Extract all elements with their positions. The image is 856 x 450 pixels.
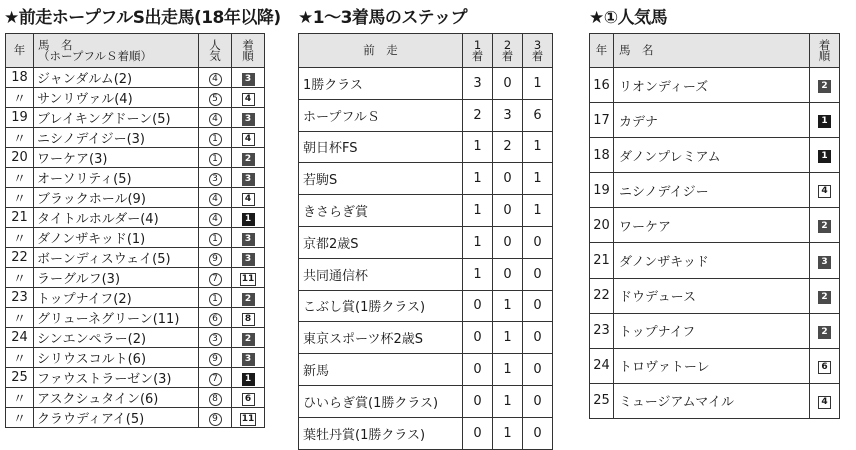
header-first: 1 着 [463,34,493,68]
cell-second-count: 1 [493,322,523,354]
cell-year: 19 [590,173,614,208]
cell-third-count: 0 [523,417,553,449]
popularity-circle: 1 [209,153,222,166]
cell-year: 23 [590,313,614,348]
cell-year: 20 [590,208,614,243]
header-finish: 着 順 [810,34,840,68]
cell-year: 〃 [6,388,34,408]
table-row [6,288,265,308]
cell-horse-name: ジャンダルム(2) [34,68,199,88]
cell-first-count: 1 [463,226,493,258]
finish-box: 1 [242,373,255,386]
finish-box: 3 [818,256,831,269]
cell-finish [232,408,265,428]
cell-year: 25 [590,383,614,418]
cell-second-count: 0 [493,163,523,195]
header-second: 2 着 [493,34,523,68]
header-year: 年 [590,34,614,68]
section2-title: ★1～3着馬のステップ [298,8,468,28]
popularity-circle: 1 [209,133,222,146]
cell-finish [810,173,840,208]
cell-finish [810,348,840,383]
cell-first-count: 2 [463,99,493,131]
popularity-circle: 3 [209,173,222,186]
cell-finish [810,208,840,243]
finish-box: 2 [818,220,831,233]
cell-finish [232,328,265,348]
cell-horse-name: トップナイフ [614,313,810,348]
cell-horse-name: ドウデュース [614,278,810,313]
cell-third-count: 6 [523,99,553,131]
cell-third-count: 0 [523,226,553,258]
cell-prev-race: こぶし賞(1勝クラス) [299,290,463,322]
cell-first-count: 1 [463,163,493,195]
cell-first-count: 0 [463,354,493,386]
cell-second-count: 1 [493,385,523,417]
cell-horse-name: ファウストラーゼン(3) [34,368,199,388]
cell-horse-name: アスクシュタイン(6) [34,388,199,408]
cell-third-count: 0 [523,385,553,417]
cell-first-count: 1 [463,258,493,290]
popularity-circle: 4 [209,73,222,86]
table-row [6,128,265,148]
table-row [6,208,265,228]
table-row [299,163,553,195]
finish-box: 6 [242,393,255,406]
cell-year: 19 [6,108,34,128]
cell-first-count: 0 [463,322,493,354]
cell-prev-race: 共同通信杯 [299,258,463,290]
cell-year: 24 [6,328,34,348]
cell-first-count: 0 [463,385,493,417]
cell-popularity [199,228,232,248]
cell-year: 〃 [6,188,34,208]
finish-box: 3 [242,73,255,86]
table-row [6,248,265,268]
cell-prev-race: 東京スポーツ杯2歳S [299,322,463,354]
header-popularity: 人 気 [199,34,232,68]
cell-year: 〃 [6,308,34,328]
finish-box: 2 [242,153,255,166]
cell-year: 〃 [6,228,34,248]
finish-box: 2 [818,291,831,304]
cell-finish [232,308,265,328]
cell-prev-race: 葉牡丹賞(1勝クラス) [299,417,463,449]
cell-third-count: 0 [523,322,553,354]
header-year: 年 [6,34,34,68]
section1-title: ★前走ホープフルS出走馬(18年以降) [4,8,281,28]
cell-horse-name: オーソリティ(5) [34,168,199,188]
cell-year: 〃 [6,408,34,428]
step-table [298,33,553,450]
cell-popularity [199,268,232,288]
popularity-circle: 4 [209,193,222,206]
cell-popularity [199,188,232,208]
cell-third-count: 0 [523,258,553,290]
finish-box: 11 [241,413,255,424]
cell-year: 18 [590,138,614,173]
favorite-table [589,33,840,419]
finish-box: 11 [241,273,255,284]
cell-finish [810,383,840,418]
cell-horse-name: ブラックホール(9) [34,188,199,208]
cell-year: 16 [590,68,614,103]
cell-second-count: 1 [493,417,523,449]
table-row [590,208,840,243]
finish-box: 8 [242,313,255,326]
table-row [299,195,553,227]
cell-finish [810,313,840,348]
popularity-circle: 7 [209,273,222,286]
finish-box: 2 [818,80,831,93]
cell-second-count: 0 [493,258,523,290]
finish-box: 6 [818,361,831,374]
cell-horse-name: ブレイキングドーン(5) [34,108,199,128]
cell-horse-name: ダノンザキッド [614,243,810,278]
cell-second-count: 0 [493,195,523,227]
table-row [299,290,553,322]
table-row [6,408,265,428]
cell-prev-race: 京都2歳S [299,226,463,258]
cell-first-count: 0 [463,290,493,322]
table-row [6,348,265,368]
cell-year: 17 [590,103,614,138]
cell-third-count: 1 [523,68,553,100]
cell-year: 〃 [6,268,34,288]
cell-year: 〃 [6,88,34,108]
cell-horse-name: シンエンペラー(2) [34,328,199,348]
popularity-circle: 7 [209,373,222,386]
popularity-circle: 4 [209,113,222,126]
cell-prev-race: ホープフルＳ [299,99,463,131]
cell-popularity [199,88,232,108]
header-name: 馬 名 [614,34,810,68]
table-row [6,228,265,248]
table-row [6,188,265,208]
cell-horse-name: ダノンザキッド(1) [34,228,199,248]
table-row [299,226,553,258]
finish-box: 4 [818,396,831,409]
cell-first-count: 1 [463,195,493,227]
cell-horse-name: ニシノデイジー(3) [34,128,199,148]
finish-box: 3 [242,233,255,246]
cell-finish [810,138,840,173]
finish-box: 4 [242,193,255,206]
table-row [590,138,840,173]
cell-finish [232,388,265,408]
header-name: 馬 名 （ホープフルＳ着順） [34,34,199,68]
header-third: 3 着 [523,34,553,68]
cell-finish [232,248,265,268]
cell-horse-name: リオンディーズ [614,68,810,103]
cell-year: 23 [6,288,34,308]
table-row [299,258,553,290]
cell-finish [810,243,840,278]
table-row [6,88,265,108]
cell-horse-name: サンリヴァル(4) [34,88,199,108]
finish-box: 3 [242,173,255,186]
cell-finish [232,268,265,288]
table-row [590,278,840,313]
table-row [590,313,840,348]
table-header-row [590,34,840,68]
table-row [590,103,840,138]
cell-popularity [199,148,232,168]
finish-box: 1 [818,150,831,163]
cell-second-count: 1 [493,354,523,386]
cell-third-count: 0 [523,354,553,386]
cell-year: 〃 [6,128,34,148]
cell-year: 20 [6,148,34,168]
cell-popularity [199,168,232,188]
cell-first-count: 1 [463,131,493,163]
finish-box: 1 [818,115,831,128]
cell-year: 〃 [6,168,34,188]
cell-horse-name: ミュージアムマイル [614,383,810,418]
cell-horse-name: ボーンディスウェイ(5) [34,248,199,268]
popularity-circle: 5 [209,93,222,106]
finish-box: 2 [818,326,831,339]
cell-year: 21 [6,208,34,228]
table-row [6,328,265,348]
cell-prev-race: ひいらぎ賞(1勝クラス) [299,385,463,417]
table-row [590,243,840,278]
cell-prev-race: 新馬 [299,354,463,386]
table-row [590,173,840,208]
cell-popularity [199,368,232,388]
cell-second-count: 1 [493,290,523,322]
table-row [6,368,265,388]
cell-horse-name: トロヴァトーレ [614,348,810,383]
cell-popularity [199,248,232,268]
cell-first-count: 0 [463,417,493,449]
cell-year: 21 [590,243,614,278]
header-prev-race: 前 走 [299,34,463,68]
cell-horse-name: グリューネグリーン(11) [34,308,199,328]
cell-finish [232,208,265,228]
cell-finish [232,168,265,188]
table-row [299,385,553,417]
cell-finish [810,68,840,103]
cell-horse-name: クラウディアイ(5) [34,408,199,428]
cell-finish [810,103,840,138]
cell-popularity [199,128,232,148]
popularity-circle: 8 [209,393,222,406]
finish-box: 4 [818,185,831,198]
table-row [6,148,265,168]
cell-prev-race: きさらぎ賞 [299,195,463,227]
cell-popularity [199,108,232,128]
cell-finish [232,188,265,208]
cell-prev-race: 朝日杯FS [299,131,463,163]
popularity-circle: 9 [209,353,222,366]
cell-popularity [199,68,232,88]
table-row [6,68,265,88]
popularity-circle: 6 [209,313,222,326]
cell-popularity [199,208,232,228]
table-header-row [299,34,553,68]
table-row [299,68,553,100]
table-row [6,168,265,188]
cell-year: 〃 [6,348,34,368]
cell-second-count: 3 [493,99,523,131]
cell-horse-name: ワーケア(3) [34,148,199,168]
cell-prev-race: 1勝クラス [299,68,463,100]
cell-third-count: 1 [523,195,553,227]
finish-box: 1 [242,213,255,226]
cell-horse-name: トップナイフ(2) [34,288,199,308]
cell-horse-name: ダノンプレミアム [614,138,810,173]
finish-box: 3 [242,253,255,266]
section3-title: ★①人気馬 [589,8,668,28]
finish-box: 4 [242,133,255,146]
cell-year: 18 [6,68,34,88]
finish-box: 3 [242,353,255,366]
cell-finish [232,148,265,168]
finish-box: 3 [242,113,255,126]
cell-horse-name: タイトルホルダー(4) [34,208,199,228]
cell-popularity [199,388,232,408]
cell-third-count: 1 [523,131,553,163]
popularity-circle: 9 [209,253,222,266]
cell-popularity [199,288,232,308]
cell-finish [232,348,265,368]
cell-first-count: 3 [463,68,493,100]
finish-box: 2 [242,333,255,346]
cell-third-count: 0 [523,290,553,322]
cell-popularity [199,408,232,428]
cell-second-count: 0 [493,226,523,258]
table-row [590,348,840,383]
cell-year: 24 [590,348,614,383]
header-finish: 着 順 [232,34,265,68]
table-row [299,354,553,386]
popularity-circle: 9 [209,413,222,426]
cell-horse-name: シリウスコルト(6) [34,348,199,368]
cell-second-count: 2 [493,131,523,163]
table-row [299,131,553,163]
cell-finish [232,288,265,308]
finish-box: 4 [242,93,255,106]
popularity-circle: 4 [209,213,222,226]
popularity-circle: 1 [209,293,222,306]
table-row [299,322,553,354]
cell-horse-name: カデナ [614,103,810,138]
cell-finish [232,108,265,128]
cell-third-count: 1 [523,163,553,195]
cell-finish [810,278,840,313]
table-row [299,417,553,449]
table-row [6,308,265,328]
popularity-circle: 1 [209,233,222,246]
cell-finish [232,228,265,248]
cell-popularity [199,308,232,328]
table-row [590,383,840,418]
table-row [6,268,265,288]
cell-prev-race: 若駒S [299,163,463,195]
cell-finish [232,368,265,388]
table-row [590,68,840,103]
cell-finish [232,88,265,108]
cell-year: 22 [590,278,614,313]
table-row [6,108,265,128]
finish-box: 2 [242,293,255,306]
cell-year: 25 [6,368,34,388]
popularity-circle: 3 [209,333,222,346]
cell-finish [232,128,265,148]
table-header-row [6,34,265,68]
cell-horse-name: ニシノデイジー [614,173,810,208]
cell-popularity [199,348,232,368]
cell-year: 22 [6,248,34,268]
table-row [299,99,553,131]
cell-popularity [199,328,232,348]
cell-second-count: 0 [493,68,523,100]
table-row [6,388,265,408]
cell-horse-name: ワーケア [614,208,810,243]
cell-horse-name: ラーグルフ(3) [34,268,199,288]
cell-finish [232,68,265,88]
prev-hopeful-table [5,33,265,428]
